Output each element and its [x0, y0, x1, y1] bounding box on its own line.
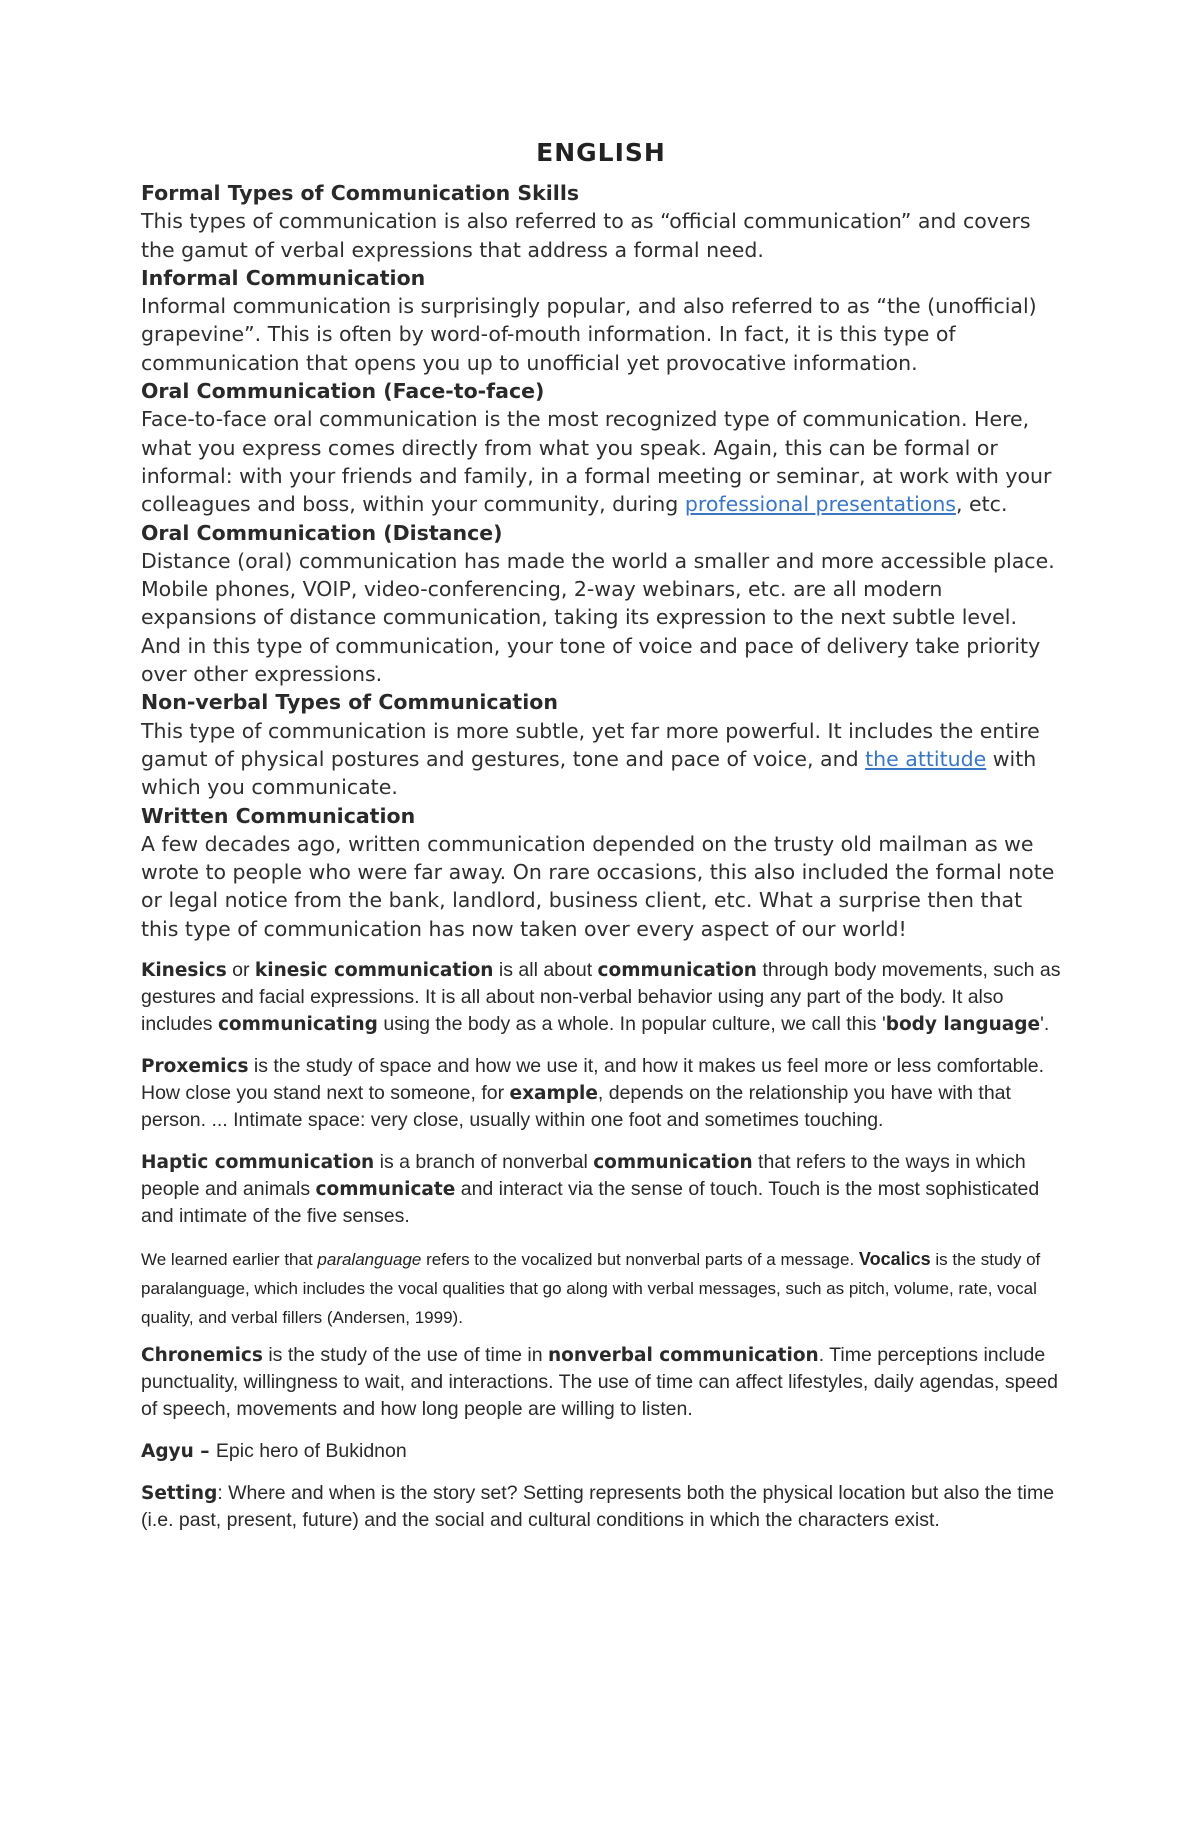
paragraph-chronemics: Chronemics is the study of the use of time in nonverbal communication. Time perceptions include punctuality, willingness to wait, and interactions. The use of time can affect lifestyles, daily agendas, speed of speech, movements and how long people are willing to listen. [141, 1344, 1059, 1421]
nonverbal-terms-section [141, 957, 1061, 1230]
paragraph-formal: This types of communication is also referred to as “official communication” and covers the gamut of verbal expressions that address a formal need. [141, 209, 1031, 262]
paragraph-non-verbal: This type of communication is more subtle, yet far more powerful. It includes the entire gamut of physical postures and gestures, tone and pace of voice, and the attitude with which you communicate. [141, 718, 1040, 800]
link-professional-presentations[interactable]: professional presentations [684, 492, 956, 517]
paragraph-proxemics: Proxemics is the study of space and how we use it, and how it makes us feel more or less comfortable. How close you stand next to someone, for example, depends on the relationship you have with that person. ... Intimate space: very close, usually within one foot and sometimes touching. [141, 1055, 1045, 1132]
heading-non-verbal: Non-verbal Types of Communication [141, 690, 558, 715]
paragraph-kinesics: Kinesics or kinesic communication is all about communication through body movements, such as gestures and facial expressions. It is all about non-verbal behavior using any part of the body. It also includes communicating using the body as a whole. In popular culture, we call this 'body language'. [141, 959, 1061, 1036]
final-terms-section [141, 1342, 1061, 1534]
heading-formal: Formal Types of Communication Skills [141, 181, 580, 205]
paragraph-setting: Setting: Where and when is the story set? Setting represents both the physical location but also the time (i.e. past, present, future) and the social and cultural conditions in which the characters exist. [141, 1482, 1055, 1532]
document-page [141, 138, 1061, 1549]
communication-types-section [141, 179, 1061, 943]
paragraph-oral-distance: Distance (oral) communication has made the world a smaller and more accessible place. Mobile phones, VOIP, video-conferencing, 2-way webinars, etc. are all modern expansions of distance communication, taking its expression to the next subtle level. And in this type of communication, your tone of voice and pace of delivery take priority over other expressions. [141, 548, 1055, 687]
paragraph-informal: Informal communication is surprisingly popular, and also referred to as “the (unofficial) grapevine”. This is often by word-of-mouth information. In fact, it is this type of communication that opens you up to unofficial yet provocative information. [141, 294, 1037, 375]
document-title: ENGLISH [536, 138, 666, 167]
heading-oral-distance: Oral Communication (Distance) [141, 520, 503, 545]
heading-informal: Informal Communication [141, 265, 426, 290]
paragraph-written: A few decades ago, written communication depended on the trusty old mailman as we wrote to people who were far away. On rare occasions, this also included the formal note or legal notice from the bank, landlord, business client, etc. What a surprise then that this type of communication has now taken over every aspect of our world! [141, 831, 1055, 941]
link-the-attitude[interactable]: the attitude [865, 746, 987, 771]
heading-oral-face-to-face: Oral Communication (Face-to-face) [141, 379, 545, 404]
paragraph-agyu: Agyu – Epic hero of Bukidnon [141, 1440, 407, 1463]
heading-written: Written Communication [141, 803, 416, 828]
paragraph-vocalics: We learned earlier that paralanguage refers to the vocalized but nonverbal parts of a message. Vocalics is the study of paralanguage, which includes the vocal qualities that go along with verbal messages, such as pitch, volume, rate, vocal quality, and verbal fillers (Andersen, 1999). [141, 1249, 1041, 1328]
paragraph-haptic: Haptic communication is a branch of nonverbal communication that refers to the ways in which people and animals communicate and interact via the sense of touch. Touch is the most sophisticated and intimate of the five senses. [141, 1151, 1040, 1228]
paragraph-oral-face-to-face: Face-to-face oral communication is the most recognized type of communication. Here, what you express comes directly from what you speak. Again, this can be formal or informal: with your friends and family, in a formal meeting or seminar, at work with your colleagues and boss, within your community, during professional presentations, etc. [141, 407, 1052, 517]
